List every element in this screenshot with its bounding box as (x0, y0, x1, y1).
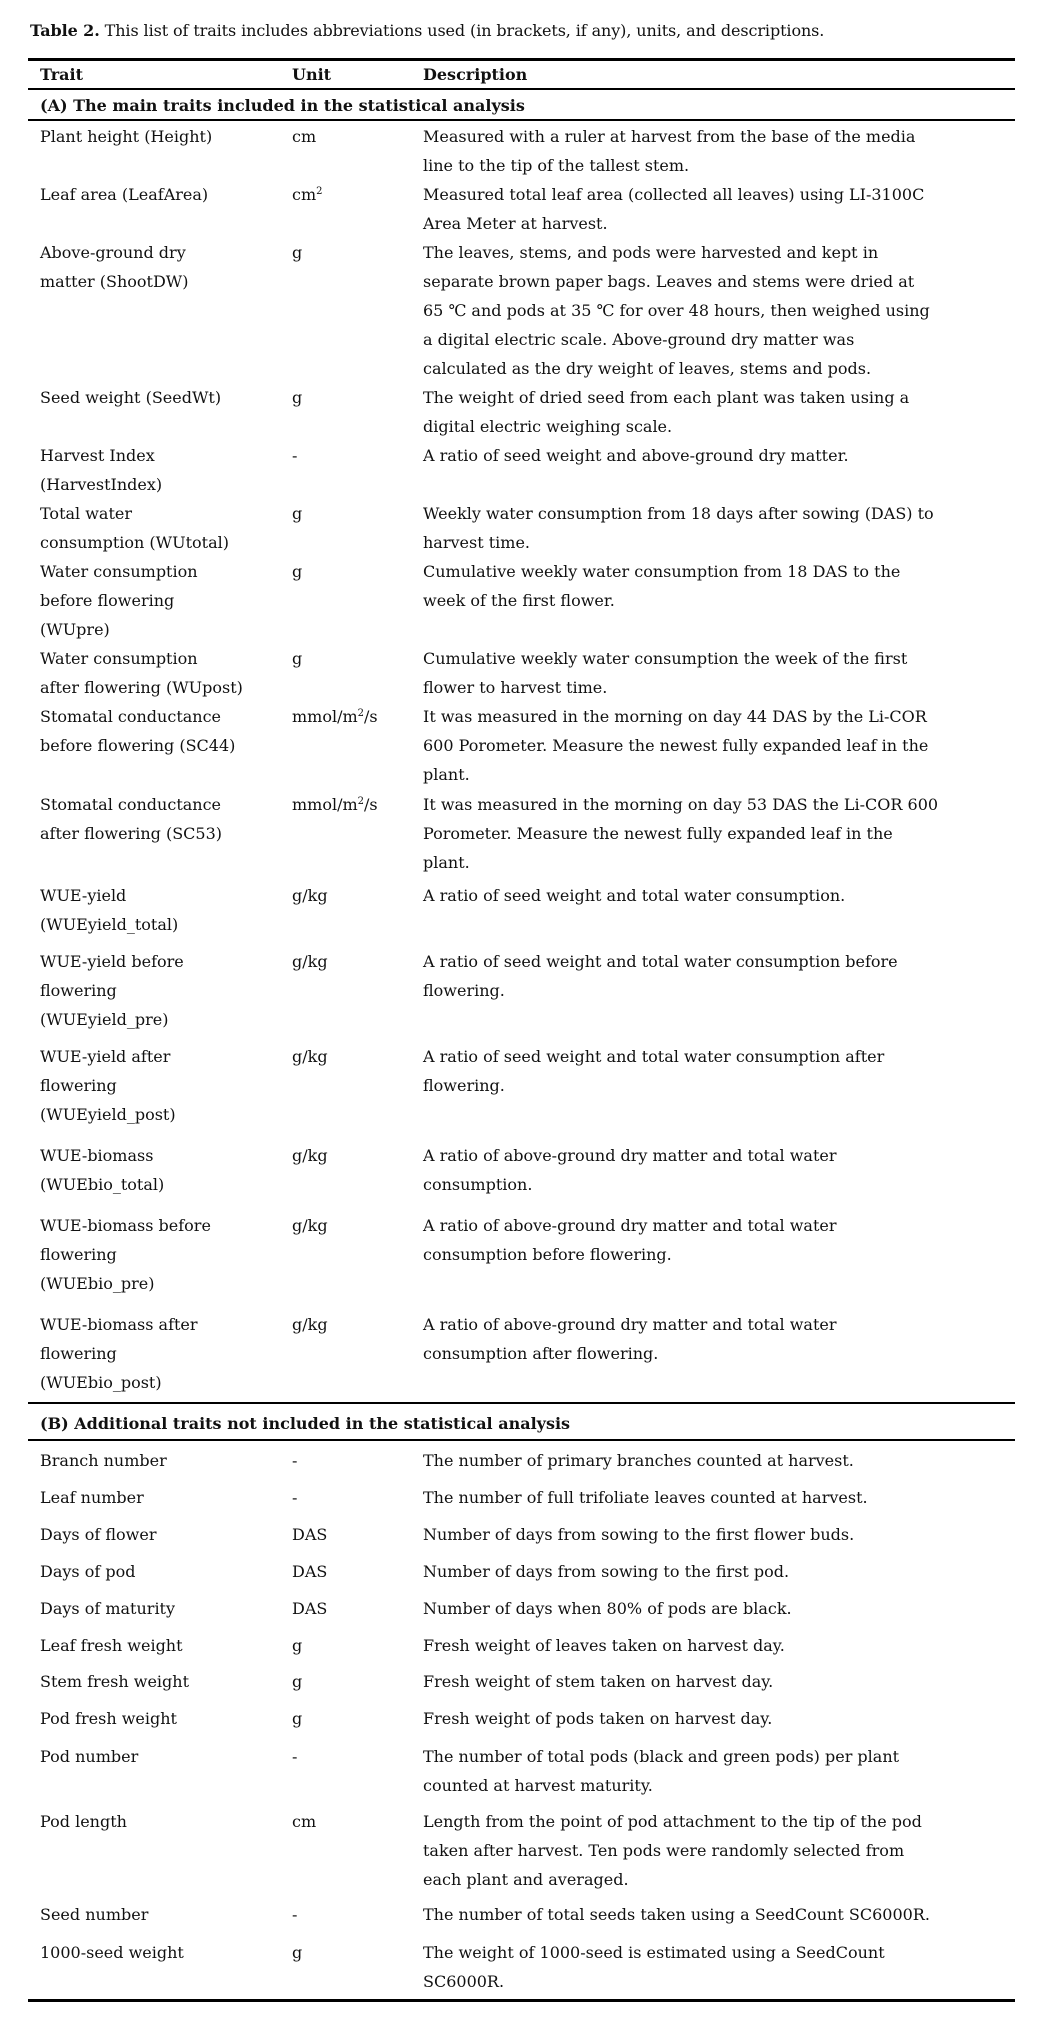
trait-cell (40, 383, 280, 412)
trait-cell (40, 1141, 280, 1199)
unit-cell (292, 1211, 417, 1240)
description-cell (423, 1141, 1023, 1199)
trait-cell (40, 1667, 280, 1696)
description-cell (423, 1042, 1023, 1100)
unit-text: g (292, 1672, 303, 1691)
description-cell (423, 702, 1023, 789)
description-line: The number of total seeds taken using a SeedCount SC6000R. (423, 1905, 930, 1924)
unit-text: cm (292, 1812, 317, 1831)
unit-line (292, 644, 417, 673)
trait-cell (40, 499, 280, 557)
header-unit: Unit (292, 65, 332, 84)
unit-text: mmol/m (292, 795, 358, 814)
unit-text: DAS (292, 1525, 328, 1544)
header-description: Description (423, 65, 528, 84)
unit-text: g/kg (292, 1047, 328, 1066)
trait-line: Pod fresh weight (40, 1709, 177, 1728)
description-cell (423, 557, 1023, 615)
trait-cell (40, 1483, 280, 1512)
trait-line: (WUEyield_pre) (40, 1010, 169, 1029)
description-line: A ratio of above-ground dry matter and total water (423, 1315, 837, 1334)
description-line: consumption. (423, 1175, 533, 1194)
description-line: The number of primary branches counted at harvest. (423, 1451, 854, 1470)
unit-text: g/kg (292, 1315, 328, 1334)
description-line: A ratio of seed weight and total water consumption. (423, 886, 846, 905)
description-cell (423, 1667, 1023, 1696)
description-line: harvest time. (423, 533, 530, 552)
unit-line (292, 1704, 417, 1733)
description-line: Fresh weight of pods taken on harvest day. (423, 1709, 773, 1728)
description-line: Number of days from sowing to the first pod. (423, 1562, 790, 1581)
description-line: Porometer. Measure the newest fully expanded leaf in the (423, 824, 893, 843)
trait-line: 1000-seed weight (40, 1943, 184, 1962)
trait-line: WUE-yield after (40, 1047, 171, 1066)
table-bottom-rule (28, 1999, 1015, 2002)
trait-line: (WUEyield_post) (40, 1105, 176, 1124)
description-line: Cumulative weekly water consumption the week of the first (423, 649, 908, 668)
unit-line (292, 1483, 417, 1512)
description-line: It was measured in the morning on day 44 DAS by the Li-COR (423, 707, 927, 726)
description-line: Length from the point of pod attachment to the tip of the pod (423, 1812, 922, 1831)
unit-text: g (292, 1636, 303, 1655)
description-cell (423, 238, 1023, 383)
trait-cell (40, 1520, 280, 1549)
trait-line: Seed weight (SeedWt) (40, 388, 222, 407)
description-line: plant. (423, 765, 470, 784)
unit-line (292, 122, 417, 151)
description-line: calculated as the dry weight of leaves, stems and pods. (423, 359, 872, 378)
description-line: The weight of 1000-seed is estimated using a SeedCount (423, 1943, 885, 1962)
trait-cell (40, 1557, 280, 1586)
description-cell (423, 1211, 1023, 1269)
unit-line (292, 1557, 417, 1586)
trait-line: flowering (40, 1076, 117, 1095)
unit-line (292, 1900, 417, 1929)
description-line: taken after harvest. Ten pods were randomly selected from (423, 1841, 905, 1860)
trait-line: WUE-biomass (40, 1146, 154, 1165)
description-line: A ratio of seed weight and total water consumption after (423, 1047, 885, 1066)
trait-cell (40, 947, 280, 1034)
unit-text: cm (292, 185, 317, 204)
description-cell (423, 383, 1023, 441)
trait-line: Leaf fresh weight (40, 1636, 183, 1655)
unit-cell (292, 790, 417, 819)
unit-text: g (292, 1709, 303, 1728)
unit-text: g (292, 243, 303, 262)
description-cell (423, 1446, 1023, 1475)
trait-cell (40, 702, 280, 760)
description-line: A ratio of above-ground dry matter and total water (423, 1146, 837, 1165)
trait-line: Days of flower (40, 1525, 157, 1544)
description-cell (423, 1483, 1023, 1512)
unit-line (292, 1667, 417, 1696)
unit-line (292, 1520, 417, 1549)
unit-text: g (292, 388, 303, 407)
description-line: separate brown paper bags. Leaves and stems were dried at (423, 272, 915, 291)
unit-cell (292, 441, 417, 470)
unit-line (292, 947, 417, 976)
unit-text: g (292, 562, 303, 581)
caption-text: This list of traits includes abbreviations used (in brackets, if any), units, and descriptions. (99, 21, 825, 40)
trait-line: Pod length (40, 1812, 127, 1831)
trait-cell (40, 1807, 280, 1836)
trait-line: WUE-yield before (40, 952, 184, 971)
trait-cell (40, 1211, 280, 1298)
unit-superscript: 2 (357, 708, 365, 719)
trait-line: flowering (40, 1245, 117, 1264)
unit-text: g (292, 649, 303, 668)
trait-line: flowering (40, 1344, 117, 1363)
trait-line: after flowering (WUpost) (40, 678, 243, 697)
unit-line (292, 1938, 417, 1967)
trait-cell (40, 644, 280, 702)
table-label: Table 2. (30, 21, 100, 40)
unit-text: g (292, 1943, 303, 1962)
unit-suffix: /s (364, 795, 378, 814)
description-cell (423, 1557, 1023, 1586)
trait-line: Above-ground dry (40, 243, 186, 262)
trait-line: WUE-biomass after (40, 1315, 198, 1334)
description-line: counted at harvest maturity. (423, 1776, 653, 1795)
trait-line: flowering (40, 981, 117, 1000)
unit-line (292, 1042, 417, 1071)
unit-cell (292, 881, 417, 910)
description-line: A ratio of seed weight and total water consumption before (423, 952, 898, 971)
trait-line: (HarvestIndex) (40, 475, 163, 494)
unit-line (292, 1631, 417, 1660)
description-cell (423, 441, 1023, 470)
trait-line: WUE-yield (40, 886, 127, 905)
unit-line (292, 180, 417, 209)
description-cell (423, 1742, 1023, 1800)
unit-cell (292, 1446, 417, 1475)
trait-cell (40, 1042, 280, 1129)
unit-line (292, 383, 417, 412)
unit-line (292, 1141, 417, 1170)
trait-line: Harvest Index (40, 446, 155, 465)
unit-line (292, 1594, 417, 1623)
unit-cell (292, 1807, 417, 1836)
trait-line: before flowering (SC44) (40, 736, 236, 755)
unit-cell (292, 702, 417, 731)
trait-line: Water consumption (40, 649, 198, 668)
description-line: A ratio of seed weight and above-ground dry matter. (423, 446, 849, 465)
unit-superscript: 2 (357, 796, 365, 807)
trait-cell (40, 1704, 280, 1733)
unit-superscript: 2 (316, 186, 323, 197)
description-cell (423, 180, 1023, 238)
trait-cell (40, 1446, 280, 1475)
unit-text: - (292, 446, 298, 465)
unit-cell (292, 1310, 417, 1339)
trait-cell (40, 557, 280, 644)
unit-cell (292, 1520, 417, 1549)
description-cell (423, 1704, 1023, 1733)
trait-line: Days of maturity (40, 1599, 176, 1618)
unit-cell (292, 1704, 417, 1733)
unit-cell (292, 122, 417, 151)
unit-text: - (292, 1451, 298, 1470)
trait-cell (40, 1900, 280, 1929)
trait-cell (40, 441, 280, 499)
trait-line: WUE-biomass before (40, 1216, 211, 1235)
unit-cell (292, 499, 417, 528)
unit-cell (292, 557, 417, 586)
description-line: Fresh weight of stem taken on harvest day. (423, 1672, 774, 1691)
trait-line: Total water (40, 504, 133, 523)
description-line: week of the first flower. (423, 591, 615, 610)
unit-text: - (292, 1488, 298, 1507)
trait-cell (40, 1742, 280, 1771)
unit-line (292, 790, 417, 819)
description-line: Measured total leaf area (collected all leaves) using LI-3100C (423, 185, 925, 204)
description-cell (423, 122, 1023, 180)
trait-line: (WUEbio_pre) (40, 1274, 155, 1293)
unit-line (292, 557, 417, 586)
trait-line: Stomatal conductance (40, 707, 222, 726)
unit-cell (292, 1938, 417, 1967)
unit-text: g (292, 504, 303, 523)
header-trait: Trait (40, 65, 84, 84)
description-cell (423, 644, 1023, 702)
description-line: Fresh weight of leaves taken on harvest day. (423, 1636, 785, 1655)
unit-text: - (292, 1747, 298, 1766)
unit-text: g/kg (292, 952, 328, 971)
description-line: Measured with a ruler at harvest from the base of the media (423, 127, 916, 146)
trait-cell (40, 1594, 280, 1623)
unit-cell (292, 180, 417, 209)
description-cell (423, 1520, 1023, 1549)
trait-line: (WUpre) (40, 620, 110, 639)
trait-cell (40, 238, 280, 296)
description-line: The leaves, stems, and pods were harvested and kept in (423, 243, 879, 262)
trait-cell (40, 790, 280, 848)
unit-line (292, 881, 417, 910)
description-line: flowering. (423, 1076, 505, 1095)
description-line: Area Meter at harvest. (423, 214, 608, 233)
unit-text: g/kg (292, 886, 328, 905)
description-line: The weight of dried seed from each plant was taken using a (423, 388, 910, 407)
trait-cell (40, 881, 280, 939)
trait-cell (40, 1310, 280, 1397)
section-b-rule (28, 1439, 1015, 1441)
unit-line (292, 238, 417, 267)
table-top-rule (28, 58, 1015, 61)
unit-cell (292, 947, 417, 976)
description-line: Weekly water consumption from 18 days after sowing (DAS) to (423, 504, 934, 523)
unit-text: mmol/m (292, 707, 358, 726)
trait-line: consumption (WUtotal) (40, 533, 229, 552)
description-cell (423, 1807, 1023, 1894)
trait-line: Pod number (40, 1747, 139, 1766)
unit-cell (292, 238, 417, 267)
description-line: A ratio of above-ground dry matter and total water (423, 1216, 837, 1235)
description-cell (423, 947, 1023, 1005)
description-line: 65 ℃ and pods at 35 ℃ for over 48 hours, then weighed using (423, 301, 930, 320)
section-a-rule (28, 119, 1015, 121)
trait-line: Branch number (40, 1451, 167, 1470)
unit-text: - (292, 1905, 298, 1924)
description-line: The number of full trifoliate leaves counted at harvest. (423, 1488, 868, 1507)
description-line: 600 Porometer. Measure the newest fully expanded leaf in the (423, 736, 929, 755)
trait-cell (40, 1631, 280, 1660)
unit-cell (292, 1042, 417, 1071)
unit-cell (292, 644, 417, 673)
unit-cell (292, 1631, 417, 1660)
trait-line: Leaf number (40, 1488, 144, 1507)
unit-line (292, 1310, 417, 1339)
description-line: flowering. (423, 981, 505, 1000)
description-line: It was measured in the morning on day 53 DAS the Li-COR 600 (423, 795, 939, 814)
description-line: consumption before flowering. (423, 1245, 672, 1264)
trait-line: Stem fresh weight (40, 1672, 190, 1691)
unit-cell (292, 1141, 417, 1170)
trait-cell (40, 180, 280, 209)
description-line: SC6000R. (423, 1972, 505, 1991)
description-line: a digital electric scale. Above-ground dry matter was (423, 330, 855, 349)
description-cell (423, 1594, 1023, 1623)
description-cell (423, 499, 1023, 557)
trait-cell (40, 1938, 280, 1967)
unit-line (292, 1807, 417, 1836)
unit-text: DAS (292, 1599, 328, 1618)
description-line: Cumulative weekly water consumption from 18 DAS to the (423, 562, 901, 581)
trait-line: Water consumption (40, 562, 198, 581)
unit-line (292, 1211, 417, 1240)
header-rule (28, 88, 1015, 90)
trait-line: Plant height (Height) (40, 127, 213, 146)
trait-line: matter (ShootDW) (40, 272, 189, 291)
unit-cell (292, 1742, 417, 1771)
description-line: consumption after flowering. (423, 1344, 659, 1363)
description-line: Number of days from sowing to the first flower buds. (423, 1525, 855, 1544)
trait-line: (WUEbio_total) (40, 1175, 165, 1194)
unit-cell (292, 1594, 417, 1623)
trait-line: Leaf area (LeafArea) (40, 185, 209, 204)
description-cell (423, 1631, 1023, 1660)
trait-line: (WUEyield_total) (40, 915, 179, 934)
trait-cell (40, 122, 280, 151)
description-line: plant. (423, 853, 470, 872)
description-line: Number of days when 80% of pods are black. (423, 1599, 792, 1618)
unit-suffix: /s (364, 707, 378, 726)
unit-cell (292, 1483, 417, 1512)
trait-line: Seed number (40, 1905, 149, 1924)
unit-cell (292, 383, 417, 412)
unit-line (292, 1446, 417, 1475)
unit-text: cm (292, 127, 317, 146)
description-cell (423, 1310, 1023, 1368)
unit-cell (292, 1557, 417, 1586)
section-b-top-rule (28, 1402, 1015, 1404)
description-line: each plant and averaged. (423, 1870, 629, 1889)
unit-text: g/kg (292, 1146, 328, 1165)
table-caption (30, 21, 824, 40)
unit-line (292, 499, 417, 528)
trait-line: before flowering (40, 591, 175, 610)
trait-line: (WUEbio_post) (40, 1373, 162, 1392)
unit-cell (292, 1900, 417, 1929)
section-a-title: (A) The main traits included in the statistical analysis (40, 96, 525, 115)
description-cell (423, 881, 1023, 910)
trait-line: Days of pod (40, 1562, 136, 1581)
description-cell (423, 790, 1023, 877)
unit-text: g/kg (292, 1216, 328, 1235)
unit-line (292, 702, 417, 731)
trait-line: after flowering (SC53) (40, 824, 223, 843)
description-line: line to the tip of the tallest stem. (423, 156, 690, 175)
unit-text: DAS (292, 1562, 328, 1581)
description-line: digital electric weighing scale. (423, 417, 673, 436)
description-cell (423, 1938, 1023, 1996)
unit-line (292, 441, 417, 470)
section-b-title: (B) Additional traits not included in the statistical analysis (40, 1414, 571, 1433)
description-cell (423, 1900, 1023, 1929)
unit-cell (292, 1667, 417, 1696)
trait-line: Stomatal conductance (40, 795, 222, 814)
unit-line (292, 1742, 417, 1771)
description-line: flower to harvest time. (423, 678, 608, 697)
description-line: The number of total pods (black and green pods) per plant (423, 1747, 900, 1766)
